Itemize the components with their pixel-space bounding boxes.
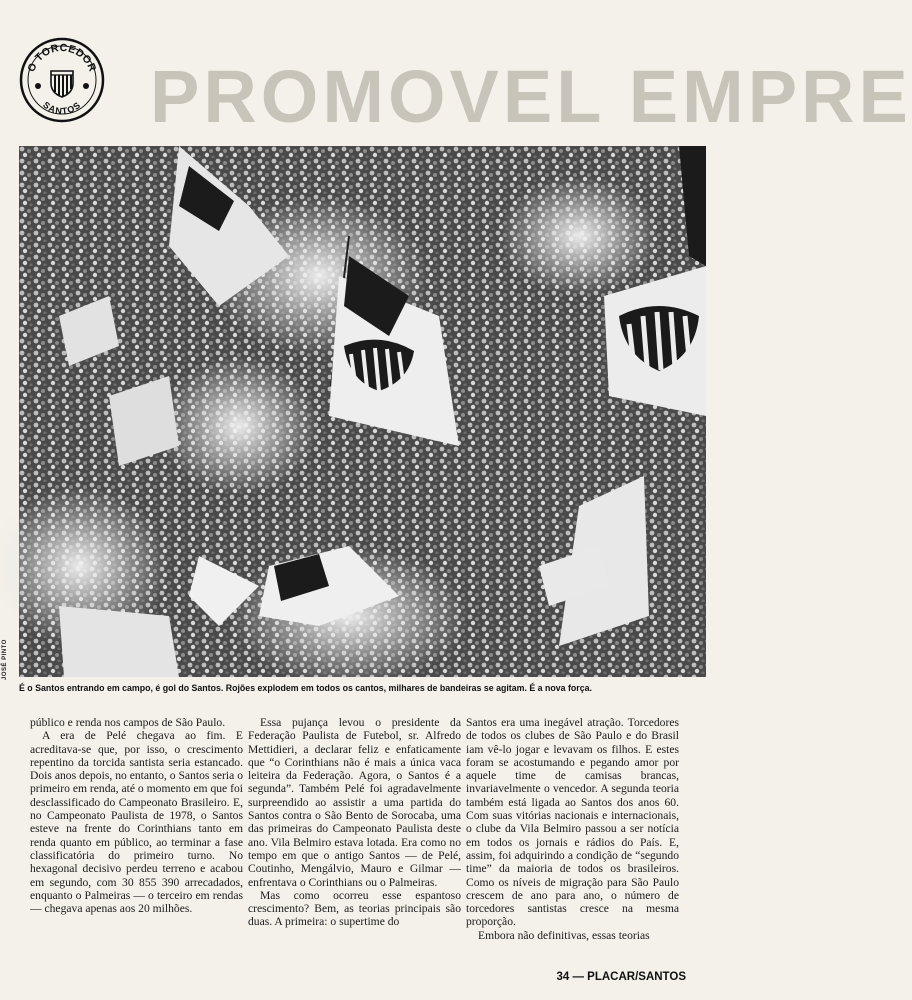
svg-text:O TORCEDOR: O TORCEDOR: [25, 41, 99, 74]
article-column-1: [30, 716, 243, 915]
page-footer: 34 — PLACAR/SANTOS: [556, 971, 686, 983]
crowd-photo: [19, 146, 706, 677]
paragraph: A era de Pelé chegava ao fim. E acreditava-se que, por isso, o crescimento repentino da torcida santista seria estancado. Dois anos depois, no entanto, o Santos seria o primeiro em renda, até o momento em que foi desclassificado do Campeonato Brasileiro. E, no Campeonato Paulista de 1978, o Santos esteve na frente do Corinthians tanto em renda quanto em público, ao terminar a fase classificatória do primeiro turno. No hexagonal decisivo perdeu terreno e acabou em segundo, com 30 855 390 arrecadados, enquanto o Palmeiras — o terceiro em rendas — chegava apenas aos 20 milhões.: [30, 729, 243, 916]
paragraph: Essa pujança levou o presidente da Federação Paulista de Futebol, sr. Alfredo Mettidieri, a declarar feliz e enfaticamente que “o Corinthians não é mais a única vaca leiteira da Federação. Agora, o Santos é a segunda”. Também Pelé foi agradavelmente surpreendido ao assistir a uma partida do Santos contra o São Bento de Sorocaba, uma das primeiras do Campeonato Paulista deste ano. Vila Belmiro estava lotada. Era como no tempo em que o antigo Santos — de Pelé, Coutinho, Mengálvio, Mauro e Gilmar — enfrentava o Corinthians ou o Palmeiras.: [248, 716, 461, 889]
paragraph: Embora não definitivas, essas teorias: [478, 928, 650, 942]
photo-caption: É o Santos entrando em campo, é gol do Santos. Rojões explodem em todos os cantos, milhares de bandeiras se agitam. É a nova força.: [19, 683, 592, 693]
torcedor-santos-logo: [19, 37, 105, 123]
article-column-2: [248, 716, 461, 929]
photo-credit: JOSÉ PINTO: [2, 639, 8, 680]
background-headline: PROMOVEL EMPRE: [150, 55, 912, 138]
svg-text:SANTOS: SANTOS: [41, 99, 83, 117]
paragraph: Santos era uma inegável atração. Torcedores de todos os clubes de São Paulo e do Brasil iam vê-lo jogar e levavam os filhos. E estes foram se acostumando e pegando amor por aquele time de camisas brancas, invariavelmente o vencedor. A segunda teoria também está ligada ao Santos dos anos 60. Com suas vitórias nacionais e internacionais, o clube da Vila Belmiro passou a ser notícia em todos os jornais e rádios do País. E, assim, foi adquirindo a condição de “segundo time” da maioria de todos os brasileiros. Como os níveis de migração para São Paulo crescem de ano para ano, o número de torcedores santistas cresce na mesma proporção.: [466, 716, 679, 929]
paragraph: público e renda nos campos de São Paulo.: [30, 716, 226, 729]
paragraph: Mas como ocorreu esse espantoso crescimento? Bem, as teorias principais são duas. A primeira: o supertime do: [248, 888, 461, 929]
article-column-3: [466, 716, 679, 942]
